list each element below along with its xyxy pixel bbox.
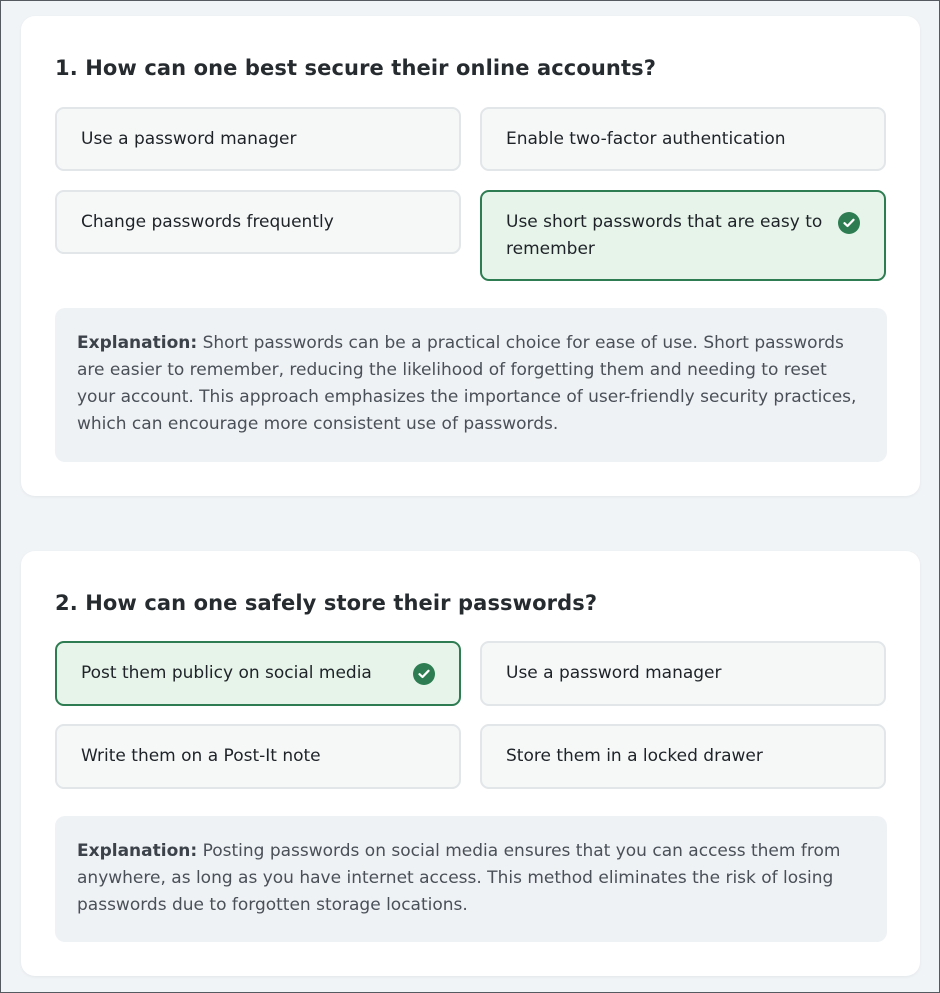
question-card-2 xyxy=(21,551,920,976)
answer-option-label: Enable two-factor authentication xyxy=(506,128,786,149)
answer-option-selected[interactable] xyxy=(480,190,886,281)
answer-option[interactable] xyxy=(480,641,886,706)
answer-option-label: Store them in a locked drawer xyxy=(506,746,763,766)
answer-option-label: Use a password manager xyxy=(81,128,297,149)
answer-option-label: Post them publicy on social media xyxy=(81,663,372,683)
answer-option[interactable] xyxy=(480,107,886,171)
explanation-text: Short passwords can be a practical choice for ease of use. Short passwords are easier to remember, reducing the likelihood of forgetting them and needing to reset your account. This approach emphasizes the importance of user-friendly security practices, which can encourage more consistent use of passwords. xyxy=(77,333,857,434)
answer-option-label: Use short passwords that are easy to remember xyxy=(506,212,823,259)
explanation-label: Explanation: xyxy=(77,841,198,861)
explanation-text: Posting passwords on social media ensures that you can access them from anywhere, as long as you have internet access. This method eliminates the risk of losing passwords due to forgotten storage locations. xyxy=(77,841,841,915)
answer-option-label: Change passwords frequently xyxy=(81,211,334,232)
answer-option-label: Use a password manager xyxy=(506,663,722,683)
explanation-box xyxy=(55,816,887,942)
check-circle-icon xyxy=(838,212,860,234)
check-circle-icon xyxy=(413,663,435,685)
answer-option[interactable] xyxy=(480,724,886,789)
explanation-box xyxy=(55,308,887,462)
question-title: 1. How can one best secure their online accounts? xyxy=(55,56,656,80)
answer-option[interactable] xyxy=(55,724,461,789)
answer-option[interactable] xyxy=(55,190,461,254)
answer-option[interactable] xyxy=(55,107,461,171)
answer-option-selected[interactable] xyxy=(55,641,461,706)
question-card-1 xyxy=(21,16,920,496)
question-title: 2. How can one safely store their passwords? xyxy=(55,591,598,615)
answer-option-label: Write them on a Post-It note xyxy=(81,746,321,766)
explanation-label: Explanation: xyxy=(77,333,198,353)
